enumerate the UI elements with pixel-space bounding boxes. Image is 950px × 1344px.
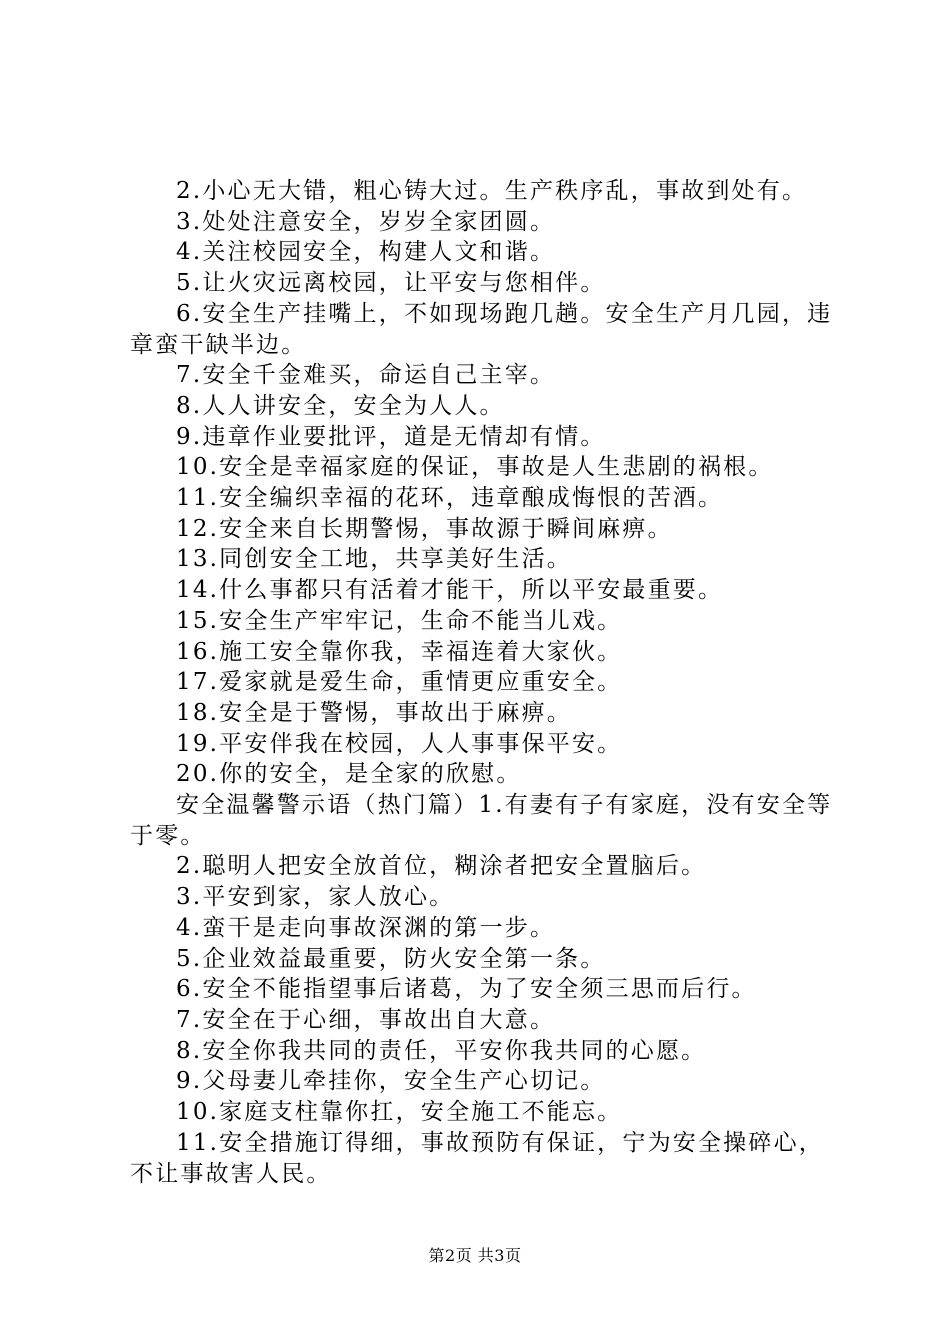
paragraph: 8.人人讲安全，安全为人人。 xyxy=(176,392,505,419)
paragraph: 8.安全你我共同的责任，平安你我共同的心愿。 xyxy=(176,1037,707,1064)
paragraph: 20.你的安全，是全家的欣慰。 xyxy=(176,761,522,788)
paragraph: 2.小心无大错，粗心铸大过。生产秩序乱，事故到处有。 xyxy=(176,178,808,204)
paragraph: 4.关注校园安全，构建人文和谐。 xyxy=(176,239,556,266)
paragraph: 3.处处注意安全，岁岁全家团圆。 xyxy=(176,208,556,235)
paragraph: 16.施工安全靠你我，幸福连着大家伙。 xyxy=(176,638,623,665)
page-number-footer: 第2页 共3页 xyxy=(428,1246,522,1265)
paragraph: 17.爱家就是爱生命，重情更应重安全。 xyxy=(176,669,623,696)
paragraph: 11.安全措施订得细，事故预防有保证，宁为安全操碎心，不让事故害人民。 xyxy=(130,1129,824,1187)
paragraph: 18.安全是于警惕，事故出于麻痹。 xyxy=(176,699,572,726)
paragraph: 10.家庭支柱靠你扛，安全施工不能忘。 xyxy=(176,1099,623,1126)
paragraph: 11.安全编织幸福的花环，违章酿成悔恨的苦酒。 xyxy=(176,485,724,512)
paragraph: 7.安全在于心细，事故出自大意。 xyxy=(176,1006,556,1033)
paragraph: 5.企业效益最重要，防火安全第一条。 xyxy=(176,945,606,972)
document-body xyxy=(130,176,835,1189)
paragraph: 15.安全生产牢牢记，生命不能当儿戏。 xyxy=(176,607,623,634)
paragraph: 13.同创安全工地，共享美好生活。 xyxy=(176,546,572,573)
section-heading-paragraph: 安全温馨警示语（热门篇）1.有妻有子有家庭，没有安全等于零。 xyxy=(130,792,833,849)
paragraph: 10.安全是幸福家庭的保证，事故是人生悲剧的祸根。 xyxy=(176,454,774,481)
paragraph: 12.安全来自长期警惕，事故源于瞬间麻痹。 xyxy=(176,515,673,542)
paragraph: 3.平安到家，家人放心。 xyxy=(176,884,455,911)
paragraph: 14.什么事都只有活着才能干，所以平安最重要。 xyxy=(176,577,724,604)
paragraph: 5.让火灾远离校园，让平安与您相伴。 xyxy=(176,270,606,297)
paragraph: 6.安全不能指望事后诸葛，为了安全须三思而后行。 xyxy=(176,976,757,1003)
paragraph: 4.蛮干是走向事故深渊的第一步。 xyxy=(176,914,556,941)
paragraph: 2.聪明人把安全放首位，糊涂者把安全置脑后。 xyxy=(176,853,707,880)
paragraph: 6.安全生产挂嘴上，不如现场跑几趟。安全生产月几园，违章蛮干缺半边。 xyxy=(130,300,833,358)
paragraph: 7.安全千金难买，命运自己主宰。 xyxy=(176,362,556,389)
paragraph: 19.平安伴我在校园，人人事事保平安。 xyxy=(176,730,623,757)
paragraph: 9.违章作业要批评，道是无情却有情。 xyxy=(176,423,606,450)
paragraph: 9.父母妻儿牵挂你，安全生产心切记。 xyxy=(176,1068,606,1095)
